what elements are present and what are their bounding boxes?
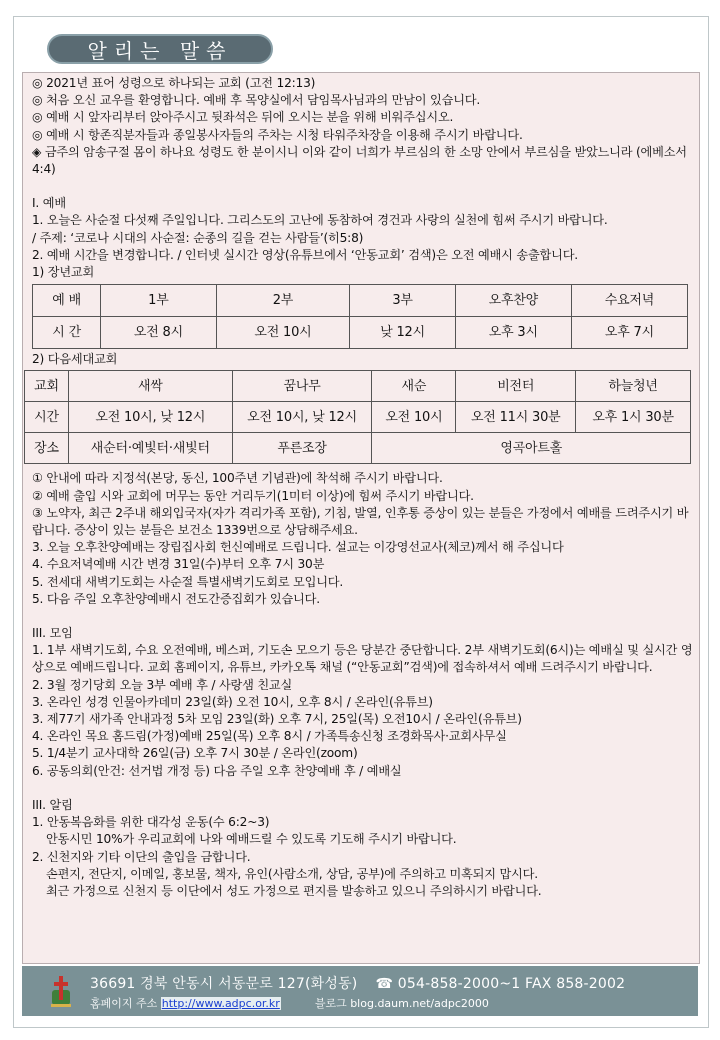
table-cell: 1부 xyxy=(101,285,216,317)
meeting-line-6: 5. 1/4분기 교사대학 26일(금) 오후 7시 30분 / 온라인(zoom) xyxy=(32,746,358,761)
next-generation-label: 2) 다음세대교회 xyxy=(32,352,118,367)
meeting-line-5: 4. 온라인 목요 홈드림(가정)예배 25일(목) 오후 8시 / 가족특송신청 조경화목사·교회사무실 xyxy=(32,729,507,744)
worship-line-1: 1. 오늘은 사순절 다섯째 주일입니다. 그리스도의 고난에 동참하여 경건과 사랑의 실천에 힘써 주시기 바랍니다. xyxy=(32,213,608,228)
table-cell: 2부 xyxy=(216,285,350,317)
notice-line-3: 2. 신천지와 기타 이단의 출입을 금합니다. xyxy=(32,849,251,864)
table-row xyxy=(33,285,688,317)
table-cell: 새순 xyxy=(372,371,456,402)
church-logo-icon xyxy=(50,974,72,1008)
footer-phone: ☎ 054-858-2000~1 FAX 858-2002 xyxy=(375,976,626,992)
table-cell: 비전터 xyxy=(456,371,576,402)
table-cell: 꿈나무 xyxy=(232,371,372,402)
footer-web-line xyxy=(90,995,489,1011)
meeting-line-3: 3. 온라인 성경 인물아카데미 23일(화) 오전 10시, 오후 8시 / 온라인(유튜브) xyxy=(32,694,433,709)
note-seating: ① 안내에 따라 지정석(본당, 동신, 100주년 기념관)에 착석해 주시기 바랍니다. xyxy=(32,471,443,486)
note-symptoms: ③ 노약자, 최근 2주내 해외입국자(자가 격리가족 포함), 기침, 발열, 인후통 증상이 있는 분들은 가정에서 예배를 드려주시기 바랍니다. 증상이 있는 분들은 보건소 1339번으로 상담해주세요. xyxy=(32,505,689,538)
table-row xyxy=(25,433,691,464)
table-cell: 교회 xyxy=(25,371,69,402)
notice-line-1: 1. 안동복음화를 위한 대각성 운동(수 6:2~3) xyxy=(32,815,270,830)
page-title: 알리는 말씀 xyxy=(47,34,273,64)
meeting-line-7: 6. 공동의회(안건: 선거법 개정 등) 다음 주일 오후 찬양예배 후 / 예배실 xyxy=(32,763,402,778)
table-cell: 시 간 xyxy=(33,317,101,349)
table-cell: 수요저녁 xyxy=(571,285,687,317)
table-cell: 오전 10시 xyxy=(372,402,456,433)
table-cell: 오전 11시 30분 xyxy=(456,402,576,433)
announcement-text xyxy=(32,75,696,900)
motto-line: ◎ 2021년 표어 성령으로 하나되는 교회 (고전 12:13) xyxy=(32,76,316,90)
notice-line-2: 안동시민 10%가 우리교회에 나와 예배드릴 수 있도록 기도해 주시기 바랍니다. xyxy=(46,832,457,847)
footer-contact-line xyxy=(90,973,625,993)
table-cell: 오후 7시 xyxy=(571,317,687,349)
meetings-heading: III. 모임 xyxy=(32,626,73,641)
blog-address: 블로그 blog.daum.net/adpc2000 xyxy=(314,997,489,1010)
table-cell: 푸른조장 xyxy=(232,433,372,464)
notice-line-4: 손편지, 전단지, 이메일, 홍보물, 책자, 유인(사람소개, 상담, 공부)에 주의하고 미혹되지 맙시다. xyxy=(46,866,538,881)
table-row xyxy=(25,402,691,433)
table-cell: 오전 10시 xyxy=(216,317,350,349)
table-cell: 시간 xyxy=(25,402,69,433)
evangelism-line: 5. 다음 주일 오후찬양예배시 전도간증집회가 있습니다. xyxy=(32,591,320,606)
afternoon-service-line: 3. 오늘 오후찬양예배는 장립집사회 헌신예배로 드립니다. 설교는 이강영선교사(체코)께서 해 주십니다 xyxy=(32,540,564,555)
dawn-prayer-line: 5. 전세대 새벽기도회는 사순절 특별새벽기도회로 모입니다. xyxy=(32,574,344,589)
table-cell: 오후 1시 30분 xyxy=(576,402,691,433)
homepage-label: 홈페이지 주소 xyxy=(90,997,158,1010)
adult-schedule-table xyxy=(32,284,688,349)
table-cell: 새순터·예빛터·새빛터 xyxy=(68,433,232,464)
wednesday-change-line: 4. 수요저녁예배 시간 변경 31일(수)부터 오후 7시 30분 xyxy=(32,557,325,572)
note-distancing: ② 예배 출입 시와 교회에 머무는 동안 거리두기(1미터 이상)에 힘써 주시기 바랍니다. xyxy=(32,488,474,503)
table-cell: 영곡아트홀 xyxy=(372,433,691,464)
table-row xyxy=(33,317,688,349)
meeting-line-4: 3. 제77기 새가족 안내과정 5차 모임 23일(화) 오후 7시, 25일(목) 오전10시 / 온라인(유튜브) xyxy=(32,712,522,727)
table-cell: 예 배 xyxy=(33,285,101,317)
table-cell: 새싹 xyxy=(68,371,232,402)
meeting-line-1: 1. 1부 새벽기도회, 수요 오전예배, 베스퍼, 기도손 모으기 등은 당분간 중단합니다. 2부 새벽기도회(6시)는 예배실 및 실시간 영상으로 예배드립니다. 교회 홈페이지, 유튜브, 카카오톡 채널 (“안동교회”검색)에 접속하셔서 예배 드려주시기 바랍니다. xyxy=(32,643,693,675)
announcement-box xyxy=(22,72,700,964)
table-cell: 오후찬양 xyxy=(455,285,571,317)
adult-church-label: 1) 장년교회 xyxy=(32,265,95,280)
table-cell: 오후 3시 xyxy=(455,317,571,349)
table-cell: 낮 12시 xyxy=(350,317,455,349)
footer-bar xyxy=(22,966,698,1016)
worship-theme: / 주제: ‘코로나 시대의 사순절: 순종의 길을 걷는 사람들’(히5:8) xyxy=(32,230,364,245)
table-cell: 3부 xyxy=(350,285,455,317)
worship-heading: I. 예배 xyxy=(32,196,66,211)
notice-line-5: 최근 가정으로 신천지 등 이단에서 성도 가정으로 편지를 발송하고 있으니 주의하시기 바랍니다. xyxy=(46,883,542,898)
parking-line: ◎ 예배 시 항존직분자들과 종일봉사자들의 주차는 시청 타워주차장을 이용해 주시기 바랍니다. xyxy=(32,127,523,142)
memory-verse: ◈ 금주의 암송구절 몸이 하나요 성령도 한 분이시니 이와 같이 너희가 부르심의 한 소망 안에서 부르심을 받았느니라 (에베소서 4:4) xyxy=(32,144,687,177)
welcome-line: ◎ 처음 오신 교우를 환영합니다. 예배 후 목양실에서 담임목사님과의 만남이 있습니다. xyxy=(32,93,481,108)
table-cell: 하늘청년 xyxy=(576,371,691,402)
table-cell: 오전 10시, 낮 12시 xyxy=(68,402,232,433)
notices-heading: III. 알림 xyxy=(32,797,73,812)
next-generation-table xyxy=(24,370,691,464)
homepage-link[interactable]: http://www.adpc.or.kr xyxy=(161,997,280,1010)
worship-line-2: 2. 예배 시간을 변경합니다. / 인터넷 실시간 영상(유튜브에서 ‘안동교회’ 검색)은 오전 예배시 송출합니다. xyxy=(32,247,578,262)
table-cell: 오전 10시, 낮 12시 xyxy=(232,402,372,433)
table-cell: 장소 xyxy=(25,433,69,464)
footer-address: 36691 경북 안동시 서동문로 127(화성동) xyxy=(90,976,358,992)
seating-line: ◎ 예배 시 앞자리부터 앉아주시고 뒷좌석은 뒤에 오시는 분을 위해 비워주십시오. xyxy=(32,110,454,125)
table-cell: 오전 8시 xyxy=(101,317,216,349)
meeting-line-2: 2. 3월 정기당회 오늘 3부 예배 후 / 사랑샘 친교실 xyxy=(32,677,293,692)
table-row xyxy=(25,371,691,402)
